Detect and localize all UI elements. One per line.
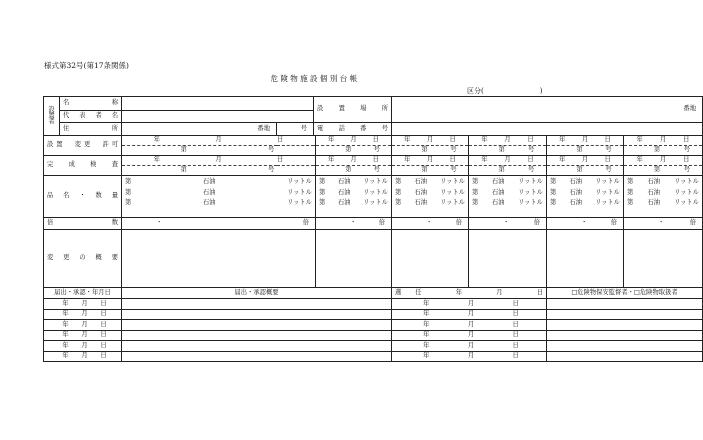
year-label: 年 bbox=[559, 136, 566, 144]
dai-label: 第 bbox=[627, 188, 634, 196]
liter-label: リットル bbox=[440, 188, 465, 196]
month-label: 月 bbox=[659, 136, 667, 144]
sekiyu-label: 石油 bbox=[569, 178, 582, 186]
dai-label: 第 bbox=[395, 199, 402, 207]
change-cell bbox=[469, 230, 547, 288]
sekiyu-label: 石油 bbox=[414, 178, 427, 186]
gou-label: 号 bbox=[605, 146, 612, 154]
permit-label: 設置 変更 許可 bbox=[44, 136, 122, 156]
product-cell bbox=[469, 176, 547, 218]
product-cell bbox=[624, 176, 703, 218]
form-caption: 様式第32号(第17条関係) bbox=[44, 61, 129, 70]
bai-unit: 倍 bbox=[533, 219, 540, 227]
bottom-summary-cell bbox=[122, 320, 392, 331]
month-label: 月 bbox=[467, 320, 475, 328]
month-label: 月 bbox=[81, 320, 88, 328]
day-label: 日 bbox=[604, 156, 611, 164]
month-label: 月 bbox=[81, 299, 88, 307]
addr-gou: 号 bbox=[277, 123, 314, 136]
month-label: 月 bbox=[581, 136, 589, 144]
number-cell bbox=[392, 146, 469, 156]
year-label: 年 bbox=[423, 320, 430, 328]
dai-label: 第 bbox=[498, 146, 505, 154]
liter-label: リットル bbox=[287, 188, 312, 196]
number-cell bbox=[392, 166, 469, 176]
bai-cell bbox=[122, 218, 316, 230]
sekiyu-label: 石油 bbox=[647, 188, 660, 196]
year-label: 年 bbox=[328, 156, 335, 164]
bai-unit: 倍 bbox=[610, 219, 617, 227]
month-label: 月 bbox=[467, 331, 475, 339]
change-label: 変更の概要 bbox=[44, 230, 122, 288]
month-label: 月 bbox=[426, 156, 434, 164]
year-label: 年 bbox=[481, 136, 488, 144]
bottom-row bbox=[44, 330, 703, 341]
day-label: 日 bbox=[276, 156, 284, 164]
year-label: 年 bbox=[62, 341, 69, 349]
bai-label: 倍 数 bbox=[44, 218, 122, 230]
bottom-appoint-name bbox=[547, 341, 703, 352]
tel-value bbox=[392, 123, 703, 136]
liter-label: リットル bbox=[595, 199, 620, 207]
dai-label: 第 bbox=[319, 178, 326, 186]
month-label: 月 bbox=[467, 341, 475, 349]
bottom-row bbox=[44, 341, 703, 352]
month-label: 月 bbox=[215, 156, 222, 164]
day-label: 日 bbox=[372, 156, 379, 164]
bottom-date-cell bbox=[44, 330, 122, 341]
year-label: 年 bbox=[423, 331, 430, 339]
liter-label: リットル bbox=[595, 188, 620, 196]
gou-label: 号 bbox=[450, 146, 457, 154]
addr-banchi: 番地 bbox=[122, 123, 277, 136]
day-label: 日 bbox=[683, 136, 690, 144]
dai-label: 第 bbox=[472, 178, 479, 186]
side-char: 置 bbox=[48, 111, 55, 119]
liter-label: リットル bbox=[363, 188, 388, 196]
bottom-row bbox=[44, 299, 703, 310]
dai-label: 第 bbox=[472, 188, 479, 196]
liter-label: リットル bbox=[674, 178, 699, 186]
permit-label-date-row bbox=[44, 136, 703, 146]
month-label: 月 bbox=[581, 156, 589, 164]
dai-label: 第 bbox=[125, 199, 132, 207]
month-label: 月 bbox=[426, 136, 434, 144]
bottom-appoint-date bbox=[392, 309, 547, 320]
dai-label: 第 bbox=[345, 146, 352, 154]
product-cell bbox=[122, 176, 316, 218]
number-cell bbox=[316, 166, 392, 176]
year-label: 年 bbox=[481, 156, 488, 164]
dai-label: 第 bbox=[421, 146, 428, 154]
month-label: 月 bbox=[467, 310, 475, 318]
dai-label: 第 bbox=[319, 188, 326, 196]
bai-unit: 倍 bbox=[378, 219, 385, 227]
day-label: 日 bbox=[512, 320, 519, 328]
bai-row bbox=[44, 218, 703, 230]
date-cell bbox=[624, 136, 703, 146]
month-label: 月 bbox=[467, 299, 475, 307]
dot-mark: ・ bbox=[350, 219, 357, 227]
change-row bbox=[44, 230, 703, 288]
permit-label-num-row bbox=[44, 146, 703, 156]
bottom-appoint-name bbox=[547, 351, 703, 362]
year-label: 年 bbox=[328, 136, 335, 144]
change-cell bbox=[547, 230, 624, 288]
dai-label: 第 bbox=[472, 199, 479, 207]
change-cell bbox=[122, 230, 316, 288]
bottom-col1: 届出・承認・年月日 bbox=[44, 288, 122, 299]
dai-label: 第 bbox=[550, 199, 557, 207]
bottom-date-cell bbox=[44, 320, 122, 331]
dot-mark: ・ bbox=[658, 219, 665, 227]
dai-label: 第 bbox=[125, 188, 132, 196]
ledger-table bbox=[43, 96, 703, 362]
sekiyu-label: 石油 bbox=[202, 188, 216, 196]
date-cell bbox=[547, 136, 624, 146]
day-label: 日 bbox=[512, 310, 519, 318]
sekiyu-label: 石油 bbox=[337, 199, 351, 207]
day-label: 日 bbox=[100, 299, 107, 307]
kubun-field: 区分( ) bbox=[467, 87, 543, 95]
inspect-label: 完 成 検 査 bbox=[44, 156, 122, 176]
date-cell bbox=[624, 156, 703, 166]
bottom-summary-cell bbox=[122, 351, 392, 362]
month-label: 月 bbox=[81, 352, 88, 360]
rep-value bbox=[122, 111, 314, 123]
bottom-appoint-date bbox=[392, 351, 547, 362]
gou-label: 号 bbox=[605, 166, 612, 174]
bottom-appoint-date bbox=[392, 341, 547, 352]
liter-label: リットル bbox=[287, 199, 312, 207]
bottom-appoint-name bbox=[547, 330, 703, 341]
sekiyu-label: 石油 bbox=[337, 188, 351, 196]
year-label: 年 bbox=[153, 136, 160, 144]
gou-label: 号 bbox=[268, 166, 275, 174]
dai-label: 第 bbox=[550, 178, 557, 186]
bottom-header-row bbox=[44, 288, 703, 299]
bai-cell bbox=[547, 218, 624, 230]
month-label: 月 bbox=[350, 156, 357, 164]
number-cell bbox=[547, 146, 624, 156]
sekiyu-label: 石油 bbox=[491, 188, 505, 196]
change-cell bbox=[316, 230, 392, 288]
number-cell bbox=[624, 146, 703, 156]
bottom-appoint-date bbox=[392, 330, 547, 341]
month-label: 月 bbox=[215, 136, 222, 144]
gou-label: 号 bbox=[268, 146, 275, 154]
sekiyu-label: 石油 bbox=[414, 188, 427, 196]
gou-label: 号 bbox=[683, 146, 691, 154]
day-label: 日 bbox=[604, 136, 611, 144]
gou-label: 号 bbox=[373, 146, 380, 154]
bottom-date-cell bbox=[44, 351, 122, 362]
liter-label: リットル bbox=[518, 188, 543, 196]
number-cell bbox=[469, 146, 547, 156]
bottom-summary-cell bbox=[122, 330, 392, 341]
product-cell bbox=[392, 176, 469, 218]
bottom-date-cell bbox=[44, 299, 122, 310]
gou-label: 号 bbox=[373, 166, 380, 174]
gou-label: 号 bbox=[528, 146, 535, 154]
gou-label: 号 bbox=[450, 166, 457, 174]
sekiyu-label: 石油 bbox=[414, 199, 427, 207]
bottom-row bbox=[44, 309, 703, 320]
rep-label: 代表者名 bbox=[60, 111, 122, 123]
dai-label: 第 bbox=[395, 188, 402, 196]
bottom-col2: 届出・承認概要 bbox=[122, 288, 392, 299]
number-cell bbox=[122, 146, 316, 156]
bai-cell bbox=[624, 218, 703, 230]
sekiyu-label: 石油 bbox=[569, 188, 582, 196]
bai-unit: 倍 bbox=[689, 219, 696, 227]
liter-label: リットル bbox=[518, 178, 543, 186]
day-label: 日 bbox=[276, 136, 284, 144]
day-label: 日 bbox=[100, 352, 107, 360]
number-cell bbox=[547, 166, 624, 176]
day-label: 日 bbox=[683, 156, 690, 164]
installer-side-label bbox=[44, 97, 60, 136]
bai-cell bbox=[469, 218, 547, 230]
day-label: 日 bbox=[512, 352, 519, 360]
day-label: 日 bbox=[100, 320, 107, 328]
name-value bbox=[122, 97, 314, 111]
dai-label: 第 bbox=[627, 199, 634, 207]
product-cell bbox=[316, 176, 392, 218]
year-label: 年 bbox=[62, 331, 69, 339]
dai-label: 第 bbox=[653, 146, 661, 154]
dai-label: 第 bbox=[653, 166, 661, 174]
month-label: 月 bbox=[467, 352, 475, 360]
day-label: 日 bbox=[527, 136, 534, 144]
day-label: 日 bbox=[100, 331, 107, 339]
month-label: 月 bbox=[504, 136, 511, 144]
dai-label: 第 bbox=[180, 166, 187, 174]
liter-label: リットル bbox=[363, 178, 388, 186]
year-label: 年 bbox=[153, 156, 160, 164]
change-cell bbox=[392, 230, 469, 288]
dai-label: 第 bbox=[125, 178, 132, 186]
date-cell bbox=[316, 136, 392, 146]
dai-label: 第 bbox=[395, 178, 402, 186]
dai-label: 第 bbox=[576, 146, 583, 154]
tel-label: 電話番号 bbox=[314, 123, 392, 136]
number-cell bbox=[469, 166, 547, 176]
page-title: 危険物施設個別台帳 bbox=[270, 74, 360, 83]
sekiyu-label: 石油 bbox=[569, 199, 582, 207]
sekiyu-label: 石油 bbox=[647, 199, 660, 207]
day-label: 日 bbox=[512, 331, 519, 339]
day-label: 日 bbox=[372, 136, 379, 144]
product-cell bbox=[547, 176, 624, 218]
bottom-appoint-name bbox=[547, 309, 703, 320]
sekiyu-label: 石油 bbox=[491, 199, 505, 207]
day-label: 日 bbox=[100, 310, 107, 318]
day-label: 日 bbox=[449, 156, 456, 164]
month-label: 月 bbox=[81, 310, 88, 318]
day-label: 日 bbox=[449, 136, 456, 144]
bai-unit: 倍 bbox=[455, 219, 462, 227]
year-label: 年 bbox=[423, 352, 430, 360]
year-label: 年 bbox=[62, 352, 69, 360]
addr-label: 住 所 bbox=[60, 123, 122, 136]
dai-label: 第 bbox=[180, 146, 187, 154]
bottom-appoint-name bbox=[547, 299, 703, 310]
bottom-row bbox=[44, 351, 703, 362]
year-label: 年 bbox=[404, 136, 411, 144]
product-label: 品名・数量 bbox=[44, 176, 122, 218]
sekiyu-label: 石油 bbox=[491, 178, 505, 186]
year-label: 年 bbox=[636, 156, 643, 164]
dai-label: 第 bbox=[627, 178, 634, 186]
year-label: 年 bbox=[559, 156, 566, 164]
installer-addr-row bbox=[44, 123, 703, 136]
liter-label: リットル bbox=[440, 178, 465, 186]
number-cell bbox=[624, 166, 703, 176]
date-cell bbox=[547, 156, 624, 166]
dai-label: 第 bbox=[576, 166, 583, 174]
date-cell bbox=[122, 136, 316, 146]
day-label: 日 bbox=[512, 299, 519, 307]
year-label: 年 bbox=[62, 310, 69, 318]
year-label: 年 bbox=[636, 136, 643, 144]
sekiyu-label: 石油 bbox=[337, 178, 351, 186]
bottom-appoint-date bbox=[392, 299, 547, 310]
bottom-date-cell bbox=[44, 341, 122, 352]
bottom-summary-cell bbox=[122, 309, 392, 320]
sekiyu-label: 石油 bbox=[202, 199, 216, 207]
number-cell bbox=[316, 146, 392, 156]
number-cell bbox=[122, 166, 316, 176]
change-cell bbox=[624, 230, 703, 288]
date-cell bbox=[392, 136, 469, 146]
year-label: 年 bbox=[423, 310, 430, 318]
bai-unit: 倍 bbox=[302, 219, 309, 227]
liter-label: リットル bbox=[287, 178, 312, 186]
month-label: 月 bbox=[81, 341, 88, 349]
year-label: 年 bbox=[404, 156, 411, 164]
bottom-col4: □危険物保安監督者・□危険物取扱者 bbox=[547, 288, 703, 299]
sekiyu-label: 石油 bbox=[202, 178, 216, 186]
year-label: 年 bbox=[423, 341, 430, 349]
inspect-label-num-row bbox=[44, 166, 703, 176]
liter-label: リットル bbox=[674, 199, 699, 207]
gou-label: 号 bbox=[528, 166, 535, 174]
dot-mark: ・ bbox=[581, 219, 588, 227]
bottom-date-cell bbox=[44, 309, 122, 320]
day-label: 日 bbox=[100, 341, 107, 349]
day-label: 日 bbox=[527, 156, 534, 164]
dot-mark: ・ bbox=[426, 219, 433, 227]
dai-label: 第 bbox=[345, 166, 352, 174]
bottom-appoint-name bbox=[547, 320, 703, 331]
bottom-summary-cell bbox=[122, 299, 392, 310]
name-label: 名 称 bbox=[60, 97, 122, 111]
gou-label: 号 bbox=[683, 166, 691, 174]
liter-label: リットル bbox=[518, 199, 543, 207]
date-cell bbox=[316, 156, 392, 166]
dai-label: 第 bbox=[550, 188, 557, 196]
bai-cell bbox=[392, 218, 469, 230]
bottom-col3: 選任 年 月 日 bbox=[392, 288, 547, 299]
date-cell bbox=[392, 156, 469, 166]
liter-label: リットル bbox=[440, 199, 465, 207]
month-label: 月 bbox=[504, 156, 511, 164]
dot-mark: ・ bbox=[503, 219, 510, 227]
year-label: 年 bbox=[62, 299, 69, 307]
side-char: 者 bbox=[48, 118, 55, 126]
year-label: 年 bbox=[423, 299, 430, 307]
liter-label: リットル bbox=[674, 188, 699, 196]
bai-cell bbox=[316, 218, 392, 230]
month-label: 月 bbox=[81, 331, 88, 339]
date-cell bbox=[469, 156, 547, 166]
dot-mark: ・ bbox=[156, 219, 163, 227]
month-label: 月 bbox=[659, 156, 667, 164]
site-banchi: 番地 bbox=[392, 97, 703, 123]
site-label: 設置場所 bbox=[314, 97, 392, 123]
year-label: 年 bbox=[62, 320, 69, 328]
sekiyu-label: 石油 bbox=[647, 178, 660, 186]
side-char: 設 bbox=[48, 105, 55, 113]
month-label: 月 bbox=[350, 136, 357, 144]
bottom-summary-cell bbox=[122, 341, 392, 352]
date-cell bbox=[122, 156, 316, 166]
dai-label: 第 bbox=[319, 199, 326, 207]
dai-label: 第 bbox=[498, 166, 505, 174]
dai-label: 第 bbox=[421, 166, 428, 174]
product-row bbox=[44, 176, 703, 218]
liter-label: リットル bbox=[595, 178, 620, 186]
inspect-label-date-row bbox=[44, 156, 703, 166]
date-cell bbox=[469, 136, 547, 146]
liter-label: リットル bbox=[363, 199, 388, 207]
installer-name-row bbox=[44, 97, 703, 111]
bottom-row bbox=[44, 320, 703, 331]
day-label: 日 bbox=[512, 341, 519, 349]
bottom-appoint-date bbox=[392, 320, 547, 331]
